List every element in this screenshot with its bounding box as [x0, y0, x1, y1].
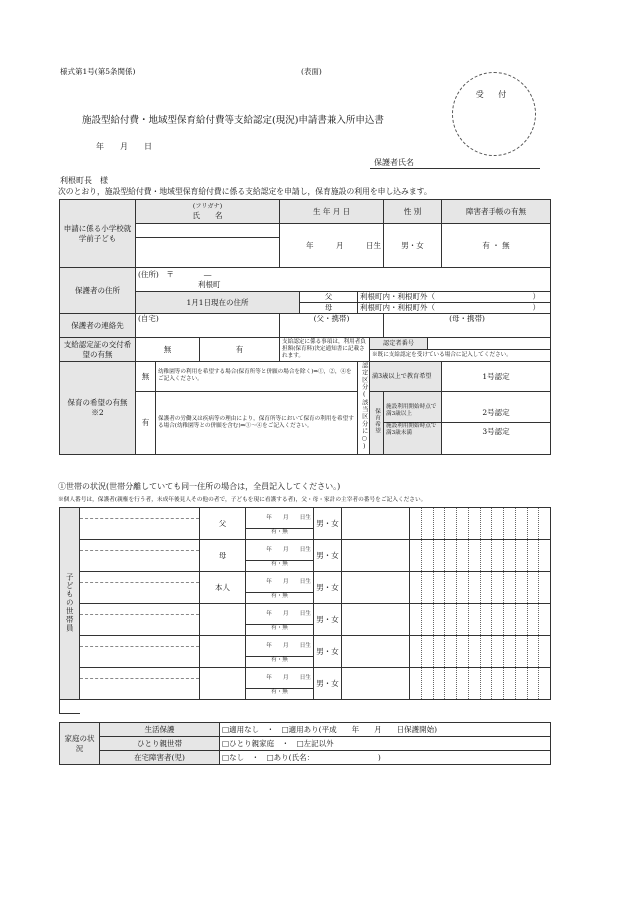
hope-yes-option[interactable]: 有: [136, 391, 156, 454]
member-relation: [200, 604, 246, 636]
member-id-digit-box[interactable]: [468, 508, 480, 539]
member-furigana-field[interactable]: [80, 508, 199, 519]
table-row: [60, 604, 551, 636]
member-birth-field[interactable]: [246, 572, 314, 604]
member-job-field[interactable]: [342, 604, 410, 636]
member-id-boxes: [410, 540, 550, 571]
member-id-digit-box[interactable]: [515, 572, 527, 603]
member-kanji-field[interactable]: [80, 519, 199, 539]
member-relation: 本人: [200, 572, 246, 604]
class2-desc: 施設利用開始時点で満3歳以上: [384, 404, 441, 423]
disabled-label: 在宅障害者(児): [100, 751, 220, 765]
cert-number-label: 認定者番号: [370, 338, 428, 350]
member-id-digit-box[interactable]: [468, 540, 480, 571]
member-name-field[interactable]: [80, 540, 200, 572]
member-id-digit-box[interactable]: [410, 508, 421, 539]
care-class-descs: [384, 391, 442, 454]
table-row: [60, 508, 551, 540]
child-name-header: [136, 200, 280, 224]
member-id-boxes: [410, 636, 550, 667]
member-id-digit-box[interactable]: [538, 636, 550, 667]
member-id-digit-box[interactable]: [503, 540, 515, 571]
member-id-digit-box[interactable]: [456, 508, 468, 539]
date-line: 年 月 日: [96, 142, 152, 151]
member-name-field[interactable]: [80, 636, 200, 668]
member-id-digit-box[interactable]: [433, 572, 445, 603]
member-id-digit-box[interactable]: [538, 604, 550, 635]
jan1-address-label: 1月1日現在の住所: [136, 292, 300, 314]
guardian-name-line: [370, 168, 540, 169]
member-name-field[interactable]: [80, 572, 200, 604]
member-id-digit-box[interactable]: [527, 636, 539, 667]
member-kanji-field[interactable]: [80, 679, 199, 699]
member-furigana-field[interactable]: [80, 572, 199, 583]
member-id-digit-box[interactable]: [456, 540, 468, 571]
member-gender-field[interactable]: 男・女: [314, 668, 342, 700]
certificate-note: 支給認定に係る事項は，利用者負担額(保育料)決定通知書に記載されます。: [280, 338, 370, 362]
member-id-boxes: [410, 508, 550, 539]
household-heading: ①世帯の状況(世帯分離していても同一住所の場合は，全員記入してください。): [58, 482, 341, 491]
member-birth-field[interactable]: [246, 604, 314, 636]
child-gender-header: 性 別: [384, 200, 442, 224]
member-birthdate: 年 月 日生: [246, 636, 313, 657]
member-id-digit-box[interactable]: [503, 572, 515, 603]
member-id-digit-box[interactable]: [515, 604, 527, 635]
member-id-digit-box[interactable]: [491, 572, 503, 603]
member-id-digit-box[interactable]: [456, 604, 468, 635]
member-id-digit-box[interactable]: [491, 508, 503, 539]
form-title: 施設型給付費・地域型保育給付費等支給認定(現況)申請書兼入所申込書: [82, 115, 384, 126]
member-birthdate: 年 月 日生: [246, 604, 313, 625]
member-id-digit-box[interactable]: [410, 540, 421, 571]
member-id-boxes: [410, 668, 550, 699]
table-row: [60, 668, 551, 700]
certificate-label: 支給認定証の交付希望の有無: [60, 338, 136, 362]
member-kanji-field[interactable]: [80, 615, 199, 635]
member-id-digit-box[interactable]: [480, 572, 492, 603]
child-disability-header: 障害者手帳の有無: [442, 200, 551, 224]
member-birthdate: 年 月 日生: [246, 540, 313, 561]
member-id-field[interactable]: [410, 604, 551, 636]
application-table: [59, 199, 551, 455]
member-id-digit-box[interactable]: [538, 508, 550, 539]
receipt-stamp-circle: [452, 72, 536, 156]
household-group-label-text: 子どもの世帯員: [65, 572, 75, 633]
member-id-digit-box[interactable]: [468, 636, 480, 667]
member-id-digit-box[interactable]: [433, 508, 445, 539]
member-id-field[interactable]: [410, 636, 551, 668]
father-mobile-field[interactable]: (父・携帯): [280, 314, 384, 338]
address-prefix: (住所) 〒 ―: [138, 270, 212, 280]
member-id-digit-box[interactable]: [410, 604, 421, 635]
member-id-field[interactable]: [410, 572, 551, 604]
certificate-no-option[interactable]: 無: [136, 338, 200, 362]
member-id-digit-box[interactable]: [503, 636, 515, 667]
member-id-digit-box[interactable]: [491, 668, 503, 699]
member-id-digit-box[interactable]: [421, 540, 433, 571]
child-birthdate-field[interactable]: 年 月 日生: [280, 224, 384, 268]
member-tax: 有・無: [271, 561, 288, 567]
member-tax: 有・無: [271, 593, 288, 599]
member-id-digit-box[interactable]: [456, 668, 468, 699]
member-id-boxes: [410, 572, 550, 603]
member-id-digit-box[interactable]: [410, 668, 421, 699]
member-gender-field[interactable]: 男・女: [314, 572, 342, 604]
member-id-digit-box[interactable]: [503, 508, 515, 539]
mother-address-field[interactable]: 利根町内・利根町外（ ）: [358, 303, 551, 314]
table-row: [60, 540, 551, 572]
certificate-yes-option[interactable]: 有: [200, 338, 280, 362]
disabled-options[interactable]: □なし ・ □あり(氏名： ): [220, 751, 551, 765]
member-job-field[interactable]: [342, 668, 410, 700]
household-table: [59, 507, 551, 714]
member-id-digit-box[interactable]: [480, 636, 492, 667]
member-rows: [60, 508, 551, 700]
single-parent-label: ひとり親世帯: [100, 737, 220, 751]
father-address-field[interactable]: 利根町内・利根町外（ ）: [358, 292, 551, 303]
addressee: 利根町長 様: [60, 176, 108, 185]
member-id-digit-box[interactable]: [421, 604, 433, 635]
member-id-digit-box[interactable]: [421, 636, 433, 667]
member-id-digit-box[interactable]: [515, 668, 527, 699]
member-birth-field[interactable]: [246, 668, 314, 700]
child-label: 申請に係る小学校就学前子ども: [60, 200, 136, 268]
member-id-digit-box[interactable]: [468, 572, 480, 603]
member-kanji-field[interactable]: [80, 551, 199, 571]
member-birthdate: 年 月 日生: [246, 572, 313, 593]
member-relation: 母: [200, 540, 246, 572]
member-job-field[interactable]: [342, 572, 410, 604]
class1-desc: 満3歳以上で教育希望: [370, 362, 442, 392]
address-town: 利根町: [198, 279, 221, 289]
member-relation: [200, 668, 246, 700]
care-hope-label: [370, 391, 384, 454]
member-furigana-field[interactable]: [80, 636, 199, 647]
guardian-address-label: 保護者の住所: [60, 268, 136, 314]
member-id-digit-box[interactable]: [515, 636, 527, 667]
home-phone-field[interactable]: (自宅): [136, 314, 280, 338]
form-side: (表面): [301, 67, 322, 76]
family-label: 家庭の状況: [60, 723, 100, 765]
member-id-field[interactable]: [410, 540, 551, 572]
table-row: [60, 636, 551, 668]
child-disability-field[interactable]: 有 ・ 無: [442, 224, 551, 268]
member-furigana-field[interactable]: [80, 540, 199, 551]
member-id-digit-box[interactable]: [456, 572, 468, 603]
child-birth-header: 生 年 月 日: [280, 200, 384, 224]
member-id-digit-box[interactable]: [480, 604, 492, 635]
member-gender-field[interactable]: 男・女: [314, 604, 342, 636]
member-relation: [200, 636, 246, 668]
member-id-digit-box[interactable]: [480, 508, 492, 539]
class3-desc: 施設利用開始時点で満3歳未満: [386, 423, 437, 437]
member-id-digit-box[interactable]: [433, 668, 445, 699]
father-label: 父: [300, 292, 358, 303]
member-birthdate: 年 月 日生: [246, 508, 313, 529]
welfare-options[interactable]: □適用なし ・ □適用あり(平成 年 月 日保護開始): [220, 723, 551, 737]
member-id-digit-box[interactable]: [410, 636, 421, 667]
guardian-address-field[interactable]: [136, 268, 551, 292]
member-id-digit-box[interactable]: [468, 604, 480, 635]
member-id-digit-box[interactable]: [491, 636, 503, 667]
care-hope-label-text: 保育希望: [374, 407, 380, 435]
contact-label: 保護者の連絡先: [60, 314, 136, 338]
member-tax: 有・無: [271, 657, 288, 663]
class1-option[interactable]: 1号認定: [442, 362, 551, 392]
member-id-digit-box[interactable]: [444, 604, 456, 635]
welfare-label: 生活保護: [100, 723, 220, 737]
member-kanji-field[interactable]: [80, 583, 199, 603]
member-id-digit-box[interactable]: [480, 540, 492, 571]
family-label-cell: [60, 700, 80, 714]
member-tax: 有・無: [271, 625, 288, 631]
member-id-digit-box[interactable]: [444, 572, 456, 603]
member-id-digit-box[interactable]: [515, 508, 527, 539]
member-relation: 父: [200, 508, 246, 540]
member-id-digit-box[interactable]: [444, 668, 456, 699]
member-birthdate: 年 月 日生: [246, 668, 313, 689]
household-note: ※個人番号は，保護者(親権を行う者，未成年後見人その他の者で，子どもを現に看護する者)，父・母・家計の主宰者の番号をご記入ください。: [58, 497, 427, 503]
hope-label: 保育の希望の有無※2: [60, 362, 136, 455]
member-id-digit-box[interactable]: [421, 572, 433, 603]
member-id-digit-box[interactable]: [527, 540, 539, 571]
receipt-label: 受 付: [475, 90, 513, 99]
member-id-digit-box[interactable]: [444, 636, 456, 667]
member-id-digit-box[interactable]: [527, 508, 539, 539]
child-gender-field[interactable]: 男・女: [384, 224, 442, 268]
family-status-table: [59, 722, 551, 765]
member-id-digit-box[interactable]: [421, 668, 433, 699]
member-id-digit-box[interactable]: [433, 604, 445, 635]
household-group-label: [60, 508, 80, 700]
member-id-digit-box[interactable]: [444, 508, 456, 539]
single-parent-options[interactable]: □ひとり親家庭 ・ □左記以外: [220, 737, 551, 751]
member-birth-field[interactable]: [246, 508, 314, 540]
member-id-field[interactable]: [410, 508, 551, 540]
member-id-boxes: [410, 604, 550, 635]
member-id-digit-box[interactable]: [538, 668, 550, 699]
member-id-digit-box[interactable]: [480, 668, 492, 699]
hope-no-option[interactable]: 無: [136, 362, 156, 392]
member-tax: 有・無: [271, 529, 288, 535]
member-id-digit-box[interactable]: [421, 508, 433, 539]
member-id-digit-box[interactable]: [527, 668, 539, 699]
member-id-field[interactable]: [410, 668, 551, 700]
member-id-digit-box[interactable]: [410, 572, 421, 603]
member-name-field[interactable]: [80, 604, 200, 636]
member-id-digit-box[interactable]: [503, 668, 515, 699]
child-name-title: 氏 名: [192, 210, 223, 220]
cert-class-label-text: 認定区分(該当区分に○): [360, 362, 368, 451]
member-id-digit-box[interactable]: [433, 540, 445, 571]
table-row: [60, 572, 551, 604]
member-gender-field[interactable]: 男・女: [314, 540, 342, 572]
member-tax: 有・無: [271, 689, 288, 695]
hope-no-text: 幼稚園等の利用を希望する場合(保育所等と併願の場合を除く)⇒①，②，④をご記入ください。: [156, 362, 358, 392]
member-job-field[interactable]: [342, 508, 410, 540]
child-furigana-field[interactable]: [136, 224, 280, 238]
member-birth-field[interactable]: [246, 636, 314, 668]
cert-number-note: ※既に支給認定を受けている場合に記入してください。: [370, 350, 551, 362]
member-job-field[interactable]: [342, 540, 410, 572]
member-id-digit-box[interactable]: [444, 540, 456, 571]
member-id-digit-box[interactable]: [503, 604, 515, 635]
cert-number-field[interactable]: [428, 338, 551, 350]
member-kanji-field[interactable]: [80, 647, 199, 667]
member-name-field[interactable]: [80, 508, 200, 540]
member-id-digit-box[interactable]: [433, 636, 445, 667]
hope-yes-text: 保護者の労働又は疾病等の理由により，保育所等において保育の利用を希望する場合(幼稚園等との併願を含む)⇒①～④をご記入ください。: [156, 391, 358, 454]
member-gender-field[interactable]: 男・女: [314, 636, 342, 668]
form-number: 様式第1号(第5条関係): [60, 67, 136, 76]
child-name-field[interactable]: [136, 238, 280, 268]
member-birth-field[interactable]: [246, 540, 314, 572]
member-id-digit-box[interactable]: [456, 636, 468, 667]
member-furigana-field[interactable]: [80, 604, 199, 615]
member-id-digit-box[interactable]: [538, 540, 550, 571]
member-id-digit-box[interactable]: [491, 604, 503, 635]
intro-text: 次のとおり，施設型給付費・地域型保育給付費に係る支給認定を申請し，保育施設の利用を申し込みます。: [58, 187, 432, 196]
cert-class-label: [358, 362, 370, 455]
mother-label: 母: [300, 303, 358, 314]
member-id-digit-box[interactable]: [538, 572, 550, 603]
guardian-name-label: 保護者氏名: [374, 158, 414, 167]
member-name-field[interactable]: [80, 668, 200, 700]
care-class-options: [442, 391, 551, 454]
member-id-digit-box[interactable]: [491, 540, 503, 571]
member-id-digit-box[interactable]: [468, 668, 480, 699]
member-id-digit-box[interactable]: [527, 604, 539, 635]
class3-option[interactable]: 3号認定: [482, 427, 510, 437]
child-furigana-header: (フリガナ): [192, 202, 223, 210]
member-gender-field[interactable]: 男・女: [314, 508, 342, 540]
member-id-digit-box[interactable]: [515, 540, 527, 571]
class2-option[interactable]: 2号認定: [442, 404, 550, 423]
member-id-digit-box[interactable]: [527, 572, 539, 603]
member-job-field[interactable]: [342, 636, 410, 668]
mother-mobile-field[interactable]: (母・携帯): [384, 314, 551, 338]
member-furigana-field[interactable]: [80, 668, 199, 679]
